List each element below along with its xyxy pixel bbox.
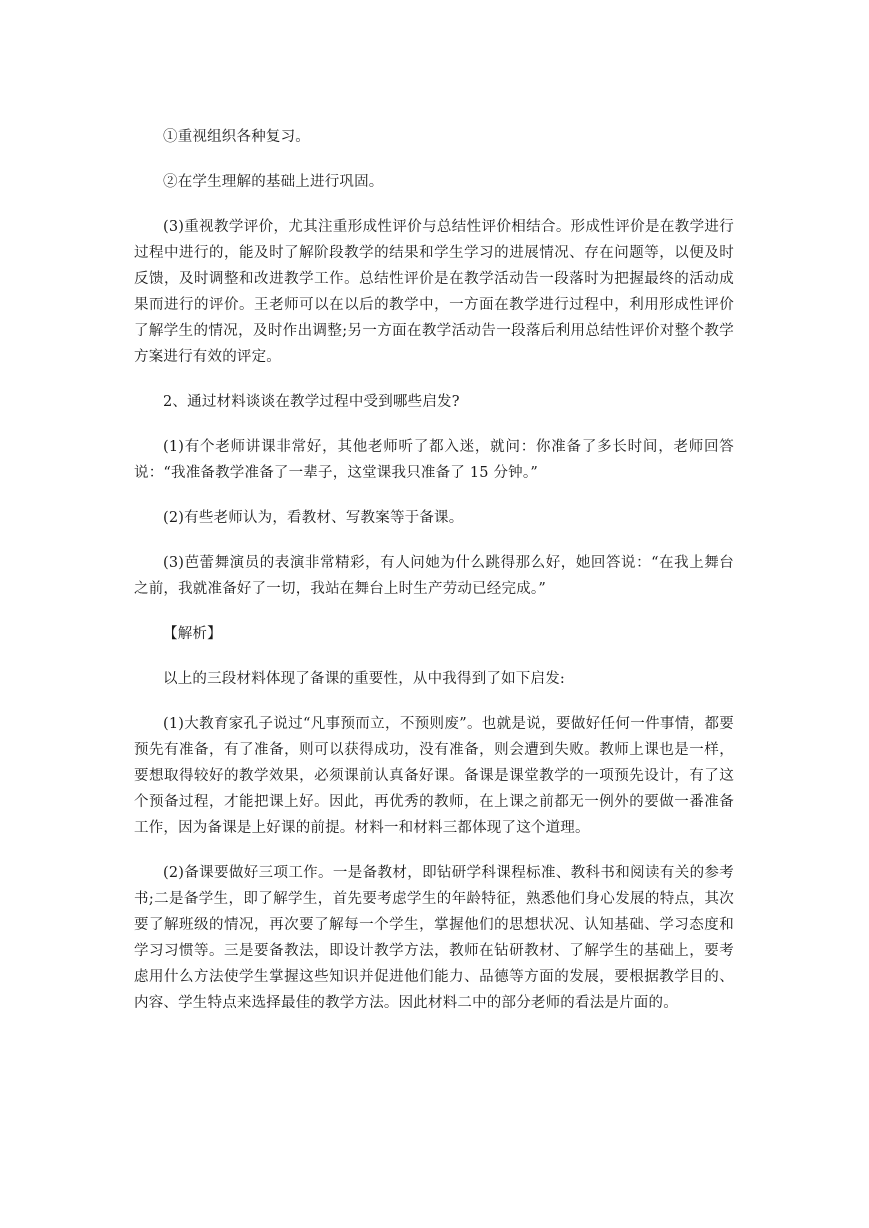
analysis-heading: 【解析】 [163, 626, 222, 642]
analysis-point-two: (2)备课要做好三项工作。一是备教材，即钻研学科课程标准、教科书和阅读有关的参考书;二是备学生，即了解学生，首先要考虑学生的年龄特征，熟悉他们身心发展的特点，其次要了解班级的情况，再次要了解每一个学生，掌握他们的思想状况、认知基础、学习态度和学习习惯等。三是要备教法，即设计教学方法，教师在钻研教材、了解学生的基础上，要考虑用什么方法使学生掌握这些知识并促进他们能力、品德等方面的发展，要根据教学目的、内容、学生特点来选择最佳的教学方法。因此材料二中的部分老师的看法是片面的。 [134, 865, 734, 1011]
paragraph-evaluation: (3)重视教学评价，尤其注重形成性评价与总结性评价相结合。形成性评价是在教学进行过程中进行的，能及时了解阶段教学的结果和学生学习的进展情况、存在问题等，以便及时反馈，及时调整和改进教学工作。总结性评价是在教学活动告一段落时为把握最终的活动成果而进行的评价。王老师可以在以后的教学中，一方面在教学进行过程中，利用形成性评价了解学生的情况，及时作出调整;另一方面在教学活动告一段落后利用总结性评价对整个教学方案进行有效的评定。 [134, 219, 734, 365]
analysis-intro: 以上的三段材料体现了备课的重要性，从中我得到了如下启发: [163, 671, 565, 687]
paragraph-consolidate: ②在学生理解的基础上进行巩固。 [163, 174, 384, 190]
material-one: (1)有个老师讲课非常好，其他老师听了都入迷，就问：你准备了多长时间，老师回答说：“我准备教学准备了一辈子，这堂课我只准备了 15 分钟。” [134, 439, 734, 481]
material-three: (3)芭蕾舞演员的表演非常精彩，有人问她为什么跳得那么好，她回答说：“在我上舞台之前，我就准备好了一切，我站在舞台上时生产劳动已经完成。” [134, 555, 734, 597]
material-two: (2)有些老师认为，看教材、写教案等于备课。 [163, 510, 464, 526]
paragraph-review: ①重视组织各种复习。 [163, 129, 310, 145]
document-body [134, 124, 734, 1035]
analysis-point-one: (1)大教育家孔子说过“凡事预而立，不预则废”。也就是说，要做好任何一件事情，都要预先有准备，有了准备，则可以获得成功，没有准备，则会遭到失败。教师上课也是一样，要想取得较好的教学效果，必须课前认真备好课。备课是课堂教学的一项预先设计，有了这个预备过程，才能把课上好。因此，再优秀的教师，在上课之前都无一例外的要做一番准备工作，因为备课是上好课的前提。材料一和材料三都体现了这个道理。 [134, 716, 734, 836]
question-heading: 2、通过材料谈谈在教学过程中受到哪些启发? [163, 394, 460, 410]
